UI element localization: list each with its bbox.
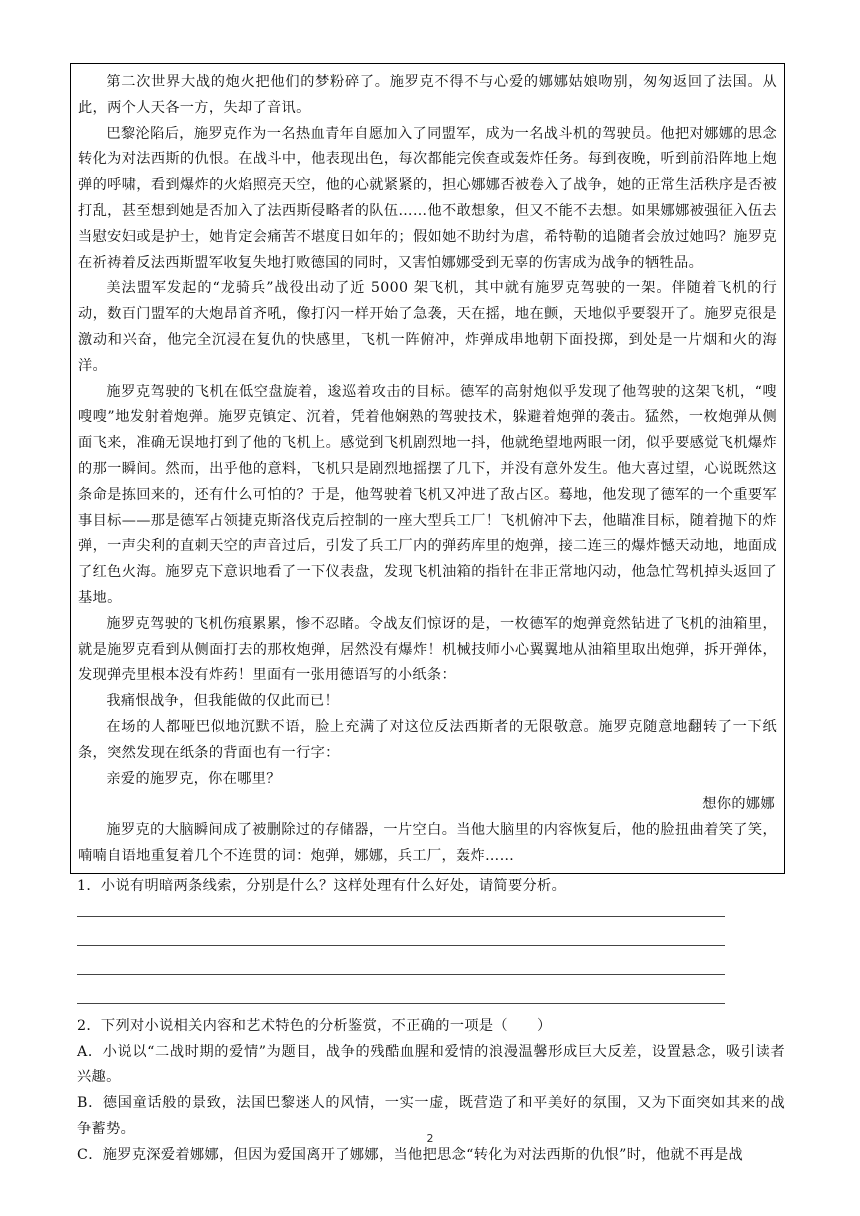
question-1: 1．小说有明暗两条线索，分别是什么？这样处理有什么好处，请简要分析。 xyxy=(77,878,567,894)
story-paragraph: 巴黎沦陷后，施罗克作为一名热血青年自愿加入了同盟军，成为一名战斗机的驾驶员。他把对娜娜的思念转化为对法西斯的仇恨。在战斗中，他表现出色，每次都能完俟查或轰炸任务。每到夜晚，听到前沿阵地上炮弹的呼啸，看到爆炸的火焰照亮天空，他的心就紧紧的，担心娜娜否被卷入了战争，她的正常生活秩序是否被打乱，甚至想到她是否加入了法西斯侵略者的队伍……他不敢想象，但又不能不去想。如果娜娜被强征入伍去当慰安妇或是护士，她肯定会痛苦不堪度日如年的；假如她不助纣为虐，希特勒的追随者会放过她吗？施罗克在祈祷着反法西斯盟军收复失地打败德国的同时，又害怕娜娜受到无辜的伤害成为战争的牺牲品。 xyxy=(78,125,777,271)
story-passage-box xyxy=(70,63,785,874)
story-paragraph: 美法盟军发起的“龙骑兵”战役出动了近 5000 架飞机，其中就有施罗克驾驶的一架。伴随着飞机的行动，数百门盟军的大炮昂首齐吼，像打闪一样开始了急袭，天在摇，地在颤，天地似乎要裂开了。施罗克很是激动和兴奋，他完全沉浸在复仇的快感里，飞机一阵俯冲，炸弹成串地朝下面投掷，到处是一片烟和火的海洋。 xyxy=(78,280,777,374)
answer-line[interactable] xyxy=(77,1003,725,1004)
option-c: C．施罗克深爱着娜娜，但因为爱国离开了娜娜，当他把思念“转化为对法西斯的仇恨”时，他就不再是战 xyxy=(77,1146,744,1163)
option-b: B．德国童话般的景致，法国巴黎迷人的风情，一实一虚，既营造了和平美好的氛围，又为下面突如其来的战争蓄势。 xyxy=(77,1095,785,1137)
answer-line[interactable] xyxy=(77,945,725,946)
story-paragraph: 在场的人都哑巴似地沉默不语，脸上充满了对这位反法西斯者的无限敬意。施罗克随意地翻转了一下纸条，突然发现在纸条的背面也有一行字： xyxy=(78,718,777,761)
questions-section xyxy=(77,874,785,1169)
story-paragraph: 施罗克驾驶的飞机伤痕累累，惨不忍睹。令战友们惊讶的是，一枚德军的炮弹竟然钻进了飞机的油箱里，就是施罗克看到从侧面打去的那枚炮弹，居然没有爆炸！机械技师小心翼翼地从油箱里取出炮弹，拆开弹体，发现弹壳里根本没有炸药！里面有一张用德语写的小纸条： xyxy=(78,615,777,684)
story-paragraph: 施罗克驾驶的飞机在低空盘旋着，逡巡着攻击的目标。德军的高射炮似乎发现了他驾驶的这架飞机，“嗖嗖嗖”地发射着炮弹。施罗克镇定、沉着，凭着他娴熟的驾驶技术，躲避着炮弹的袭击。猛然，一枚炮弹从侧面飞来，准确无误地打到了他的飞机上。感觉到飞机剧烈地一抖，他就绝望地两眼一闭，似乎要感觉飞机爆炸的那一瞬间。然而，出乎他的意料，飞机只是剧烈地摇摆了几下，并没有意外发生。他大喜过望，心说既然这条命是拣回来的，还有什么可怕的？于是，他驾驶着飞机又冲进了敌占区。蓦地，他发现了德军的一个重要军事目标——那是德军占领捷克斯洛伐克后控制的一座大型兵工厂！飞机俯冲下去，他瞄准目标，随着抛下的炸弹，一声尖利的直刺天空的声音过后，引发了兵工厂内的弹药库里的炮弹，接二连三的爆炸憾天动地，地面成了红色火海。施罗克下意识地看了一下仪表盘，发现飞机油箱的指针在非正常地闪动，他急忙驾机掉头返回了基地。 xyxy=(78,383,777,606)
story-paragraph: 第二次世界大战的炮火把他们的梦粉碎了。施罗克不得不与心爱的娜娜姑娘吻别，匆匆返回了法国。从此，两个人天各一方，失却了音讯。 xyxy=(78,74,777,116)
answer-line[interactable] xyxy=(77,974,725,975)
note-signature: 想你的娜娜 xyxy=(702,796,775,813)
note-back-text: 亲爱的施罗克，你在哪里？ xyxy=(106,770,281,787)
option-a: A．小说以“二战时期的爱情”为题目，战争的残酷血腥和爱情的浪漫温馨形成巨大反差，设置悬念，吸引读者兴趣。 xyxy=(77,1043,785,1086)
page-number: 2 xyxy=(426,1132,434,1145)
story-paragraph: 施罗克的大脑瞬间成了被删除过的存储器，一片空白。当他大脑里的内容恢复后，他的脸扭曲着笑了笑，喃喃自语地重复着几个不连贯的词：炮弹，娜娜，兵工厂，轰炸…… xyxy=(78,822,777,864)
question-2: 2．下列对小说相关内容和艺术特色的分析鉴赏，不正确的一项是（ ） xyxy=(77,1017,552,1034)
note-text: 我痛恨战争，但我能做的仅此而已！ xyxy=(106,693,339,710)
answer-lines[interactable] xyxy=(77,902,785,1006)
answer-line[interactable] xyxy=(77,916,725,917)
